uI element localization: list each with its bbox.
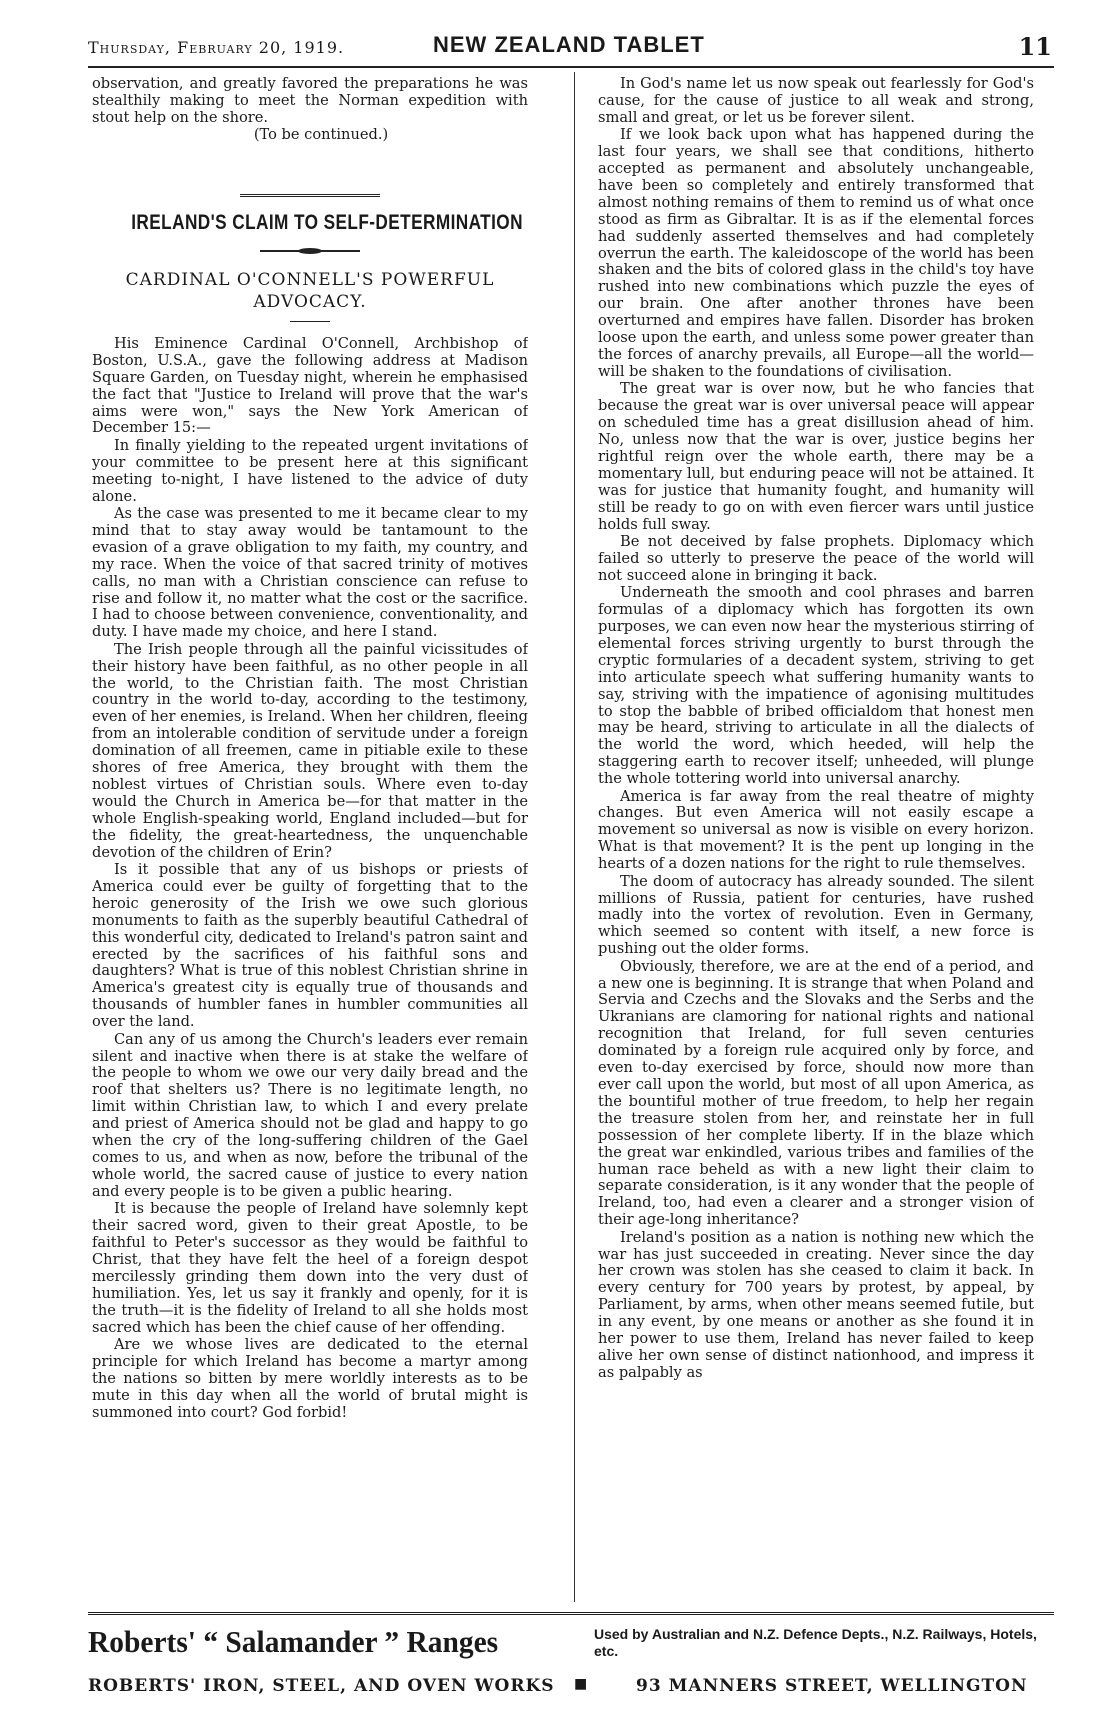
article-paragraph: Can any of us among the Church's leaders ever remain silent and inactive when there is at stake the welfare of the people to whom we owe our very daily bread and the roof that shelters us? There is no legitimate length, no limit within Christian law, to which I and every prelate and priest of America should not be glad and happy to go when the cry of the long-suffering children of the Gael comes to us, and when as now, before the tribunal of the whole world, the sacred cause of justice to every nation and every people is to be given a public hearing.: [92, 1030, 528, 1200]
article-paragraph: Ireland's position as a nation is nothing new which the war has just succeeded in creating. Never since the day her crown was stolen has she ceased to claim it back. In every century for 700 years by protest, by appeal, by Parliament, by arms, when other means seemed futile, but in any event, by one means or another as she found it in her power to use them, Ireland has never failed to keep alive her own sense of distinct nationhood, and impress it as palpably as: [598, 1228, 1034, 1381]
header-rule: [88, 66, 1054, 68]
page-number: 11: [1018, 32, 1052, 61]
headline-ornament: [92, 240, 528, 257]
advert-bullet-icon: ■: [574, 1676, 588, 1692]
advert-rule: [88, 1612, 1054, 1615]
issue-date: Thursday, February 20, 1919.: [88, 38, 345, 57]
article-paragraph: America is far away from the real theatre of mighty changes. But even America will not easily escape a movement so universal as now is visible on every horizon. What is that movement? It is the pent up longing in the hearts of a dozen nations for the right to rule themselves.: [598, 787, 1034, 873]
page-header: [88, 30, 1054, 64]
column-divider: [574, 72, 575, 1602]
article-paragraph: The doom of autocracy has already sounded. The silent millions of Russia, patient for centuries, have rushed madly into the vortex of revolution. Even in Germany, which seemed so content with itself, a new force is pushing out the older forms.: [598, 872, 1034, 958]
advert-address: 93 MANNERS STREET, WELLINGTON: [636, 1676, 1028, 1696]
article-paragraph: Be not deceived by false prophets. Diplomacy which failed so utterly to preserve the peace of the world will not succeed alone in bringing it back.: [598, 532, 1034, 584]
publication-title: NEW ZEALAND TABLET: [433, 32, 705, 57]
article-headline: IRELAND'S CLAIM TO SELF-DETERMINATION: [131, 211, 523, 235]
article-paragraph: His Eminence Cardinal O'Connell, Archbishop of Boston, U.S.A., gave the following address at Madison Square Garden, on Tuesday night, wherein he emphasised the fact that "Justice to Ireland will prove that the war's aims were won," says the New York American of December 15:—: [92, 334, 528, 437]
advert-used-by: Used by Australian and N.Z. Defence Depts., N.Z. Railways, Hotels, etc.: [594, 1626, 1037, 1659]
article-paragraph: It is because the people of Ireland have solemnly kept their sacred word, given to their great Apostle, to be faithful to Peter's successor as they would be faithful to Christ, that they have felt the heel of a foreign despot mercilessly grinding them down into the very dust of humiliation. Yes, let us say it frankly and openly, for it is the truth—it is the fidelity of Ireland to all she holds most sacred which has been the chief cause of her offending.: [92, 1200, 528, 1336]
article-paragraph: In finally yielding to the repeated urgent invitations of your committee to be present here at this significant meeting to-night, I have listened to the advice of duty alone.: [92, 436, 528, 505]
advert-company: ROBERTS' IRON, STEEL, AND OVEN WORKS: [88, 1676, 555, 1696]
right-column: [598, 76, 1034, 1598]
article-separator: [240, 194, 380, 199]
left-column: [92, 76, 528, 1598]
subhead-rule: [290, 321, 330, 322]
advert-product-name: Roberts' “ Salamander ” Ranges: [88, 1624, 499, 1659]
article-subheading: CARDINAL O'CONNELL'S POWERFUL ADVOCACY.: [125, 269, 495, 312]
article-paragraph: Obviously, therefore, we are at the end of a period, and a new one is beginning. It is strange that when Poland and Servia and Czechs and the Slovaks and the Serbs and the Ukranians are clamoring for national rights and national recognition that Ireland, for full seven centuries dominated by a foreign rule acquired only by force, and even to-day exercised by force, should now more than ever call upon the world, but most of all upon America, as the bountiful mother of true freedom, to help her regain the treasure stolen from her, and reinstate her in full possession of her complete liberty. If in the blaze which the great war enkindled, various tribes and families of the human race beheld as with a new light their claim to separate consideration, is it any wonder that the people of Ireland, too, had even a clearer and a stronger vision of their age-long inheritance?: [598, 957, 1034, 1229]
previous-article-ending: observation, and greatly favored the preparations he was stealthily making to meet the Norman expedition with stout help on the shore.: [92, 76, 528, 126]
article-paragraph: If we look back upon what has happened during the last four years, we shall see that conditions, hitherto accepted as permanent and absolutely unchangeable, have been so completely and entirely transformed that almost nothing remains of them to remind us of what once stood as firm as Gibraltar. It is as if the elemental forces had suddenly asserted themselves and had completely overrun the earth. The kaleidoscope of the world has been shaken and the bits of colored glass in the child's toy have rushed into new combinations which puzzle the eyes of our brain. One after another thrones have been overturned and empires have fallen. Disorder has broken loose upon the earth, and unless some power greater than the forces of anarchy prevails, all Europe—all the world—will be shaken to the foundations of civilisation.: [598, 126, 1034, 380]
article-paragraph: Underneath the smooth and cool phrases and barren formulas of a diplomacy which has forgotten its own purposes, we can even now hear the mysterious stirring of elemental forces striving urgently to burst through the cryptic formularies of a decadent system, striving to get into articulate speech what suffering humanity wants to say, striving with the impatience of agonising multitudes to stop the babble of bribed officialdom that honest men may be heard, striving to articulate in all the dialects of the world the word, which heeded, will help the staggering earth to recover itself; unheeded, will plunge the whole tottering world into universal anarchy.: [598, 584, 1034, 788]
continued-note: (To be continued.): [253, 126, 389, 144]
article-paragraph: Are we whose lives are dedicated to the eternal principle for which Ireland has become a martyr among the nations so bitten by mere worldly interests as to be mute in this day when all the world of brutal might is summoned into court? God forbid!: [92, 1335, 528, 1421]
article-paragraph: The Irish people through all the painful vicissitudes of their history have been faithful, as no other people in all the world, to the Christian faith. The most Christian country in the world to-day, according to the testimony, even of her enemies, is Ireland. When her children, fleeing from an intolerable condition of servitude under a foreign domination of all freemen, came in pitiable exile to these shores of free America, they brought with them the noblest virtues of Christian souls. Where even to-day would the Church in America be—for that matter in the whole English-speaking world, England included—but for the fidelity, the great-heartedness, the unquenchable devotion of the children of Erin?: [92, 640, 528, 861]
article-paragraph: As the case was presented to me it became clear to my mind that to stay away would be tantamount to the evasion of a grave obligation to my faith, my country, and my race. When the voice of that sacred trinity of motives calls, no man with a Christian conscience can refuse to rise and follow it, no matter what the cost or the sacrifice. I had to choose between convenience, conventionality, and duty. I have made my choice, and here I stand.: [92, 505, 528, 641]
article-paragraph: The great war is over now, but he who fancies that because the great war is over universal peace will appear on scheduled time has a great disillusion ahead of him. No, unless now that the war is over, justice begins her rightful reign over the whole earth, there may be a momentary lull, but enduring peace will not be attained. It was for justice that humanity fought, and humanity will still be ready to go on with even fiercer wars until justice holds full sway.: [598, 380, 1034, 533]
article-paragraph: In God's name let us now speak out fearlessly for God's cause, for the cause of justice to all weak and strong, small and great, or let us be forever silent.: [598, 76, 1034, 126]
article-paragraph: Is it possible that any of us bishops or priests of America could ever be guilty of forgetting that to the heroic generosity of the Irish we owe such glorious monuments to faith as the superbly beautiful Cathedral of this wonderful city, dedicated to Ireland's patron saint and erected by the sacrifices of his faithful sons and daughters? What is true of this noblest Christian shrine in America's greatest city is equally true of thousands and thousands of humbler fanes in humbler communities all over the land.: [92, 861, 528, 1031]
